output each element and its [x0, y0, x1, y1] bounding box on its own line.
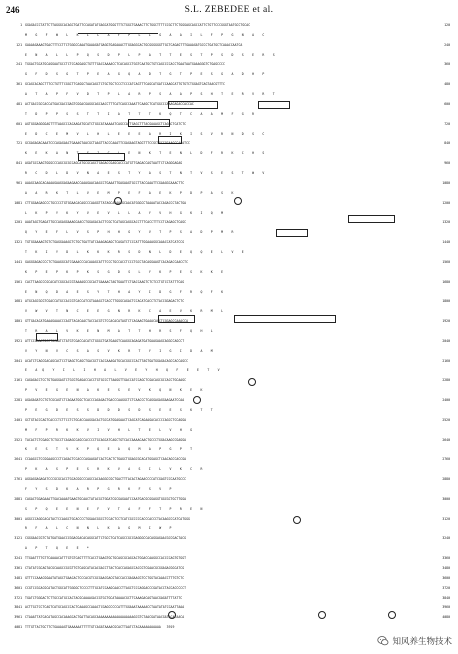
- boxed-motif: [78, 153, 125, 161]
- circled-residue: [234, 197, 242, 205]
- row-end-position: 3840: [442, 595, 450, 600]
- row-start-position: 3481: [14, 575, 22, 580]
- row-end-position: 3360: [442, 556, 450, 561]
- nucleotide-sequence: AGAGAGATCCTGTCGCAGTCTCAGAATGGCTCACCCAGAGACTGACCCAAGGCTCTCAACCCTCAGGAGAGGAAGAATCCAA: [25, 398, 185, 403]
- row-start-position: 361: [16, 82, 22, 87]
- amino-acid-sequence: V Y N V C S A S V K R T Y I G I D A M: [25, 348, 215, 353]
- nucleotide-row: [8, 594, 450, 603]
- amino-acid-row: [8, 406, 450, 415]
- row-end-position: 1080: [442, 180, 450, 185]
- amino-acid-row: [8, 268, 450, 277]
- row-start-position: 1681: [14, 299, 22, 304]
- nucleotide-row: [8, 584, 450, 593]
- nucleotide-sequence: GAGGGAGACCCCTCTGAAGGCATCGAAACCCACAAAGCATTTCCCTGCCACCTCCCTGCCTACAGGAAGTCACAGACCAACCTC: [25, 259, 189, 264]
- row-end-position: 960: [444, 161, 450, 166]
- row-start-position: 2641: [14, 457, 22, 462]
- row-end-position: 1680: [442, 279, 450, 284]
- amino-acid-sequence: L K P Y K Y V E V L L A Y V H G K I Q M: [25, 210, 225, 215]
- amino-acid-row: [8, 465, 450, 474]
- row-end-position: 2040: [442, 338, 450, 343]
- nucleotide-sequence: CCGTCCGCACGCATACTGGCATTGGGGCTCCCCTTTGCATCCAAGCAACCTTAGCTCCCAGGACCCGATACCTACCACCCCCT: [25, 585, 187, 590]
- row-start-position: 2401: [14, 417, 22, 422]
- amino-acid-sequence: T R A L V K E N M A T T H R S F Q H L: [25, 329, 215, 333]
- nucleotide-row: [8, 396, 450, 405]
- running-head-authors: S.L. ZEBEDEE et al.: [184, 5, 274, 15]
- nucleotide-row: [8, 337, 450, 346]
- row-start-position: 3241: [14, 556, 22, 561]
- boxed-motif: [36, 333, 58, 341]
- nucleotide-row: [8, 554, 450, 563]
- nucleotide-row: [8, 455, 450, 464]
- amino-acid-row: [8, 110, 450, 119]
- nucleotide-sequence: TGTGGAAAAGTGTCTGAGGAAAGCTCTGCTGATTATCAAAGAGAGCTCAGATCTCCCATTTGGAAAGGCAAACCATCATCCG: [25, 240, 185, 245]
- nucleotide-sequence: GTTTCCAAACGGAATATAGCTGAACACTCCCACGTCGCGAACGACGTACCACCGAGAACGTCCTGGTACAAACCTTTGTCTC: [25, 575, 185, 580]
- nucleotide-row: [8, 623, 450, 632]
- amino-acid-row: [8, 169, 450, 178]
- nucleotide-row: [8, 515, 450, 524]
- amino-acid-sequence: T D P P S S T T I A T T T K Q T C A A M F G R: [25, 111, 256, 116]
- nucleotide-row: [8, 357, 450, 366]
- amino-acid-sequence: F Y S D K A R P G R K F S V P: [25, 486, 173, 491]
- amino-acid-sequence: R C D L D V N A E S T Y A S T N T V S E S T W V: [25, 171, 266, 176]
- amino-acid-row: [8, 248, 450, 257]
- nucleotide-sequence: GAAAAGAAAGTGACTTTCCTTCTGGGCCAAATGAAAGATGAGGTGAGAAACTTGGAGGCACTGCGGGGGGTTGCTCAGAGTTTGAAAGATGCCCTGATGCTCAAACCAATCA: [25, 42, 243, 47]
- amino-acid-row: [8, 51, 450, 60]
- nucleotide-sequence: ATTCCGAAATGCCTGCAATCTATGTCGACCACATCTGGGCTGATGAAGTCAAGGCAGAGATGATGAAGAAGCAGGCCAGCCT: [25, 338, 185, 343]
- nucleotide-row: [8, 603, 450, 612]
- nucleotide-sequence: CCAAGCCTCCGGAAGCCCTCAGACTCCACCCAGAAGATCACTCACTCTGAGCTGGAGCGCACATGGAGCTCAACAGCCACCGA: [25, 457, 187, 462]
- row-end-position: 3000: [442, 496, 450, 501]
- row-end-position: 480: [444, 82, 450, 87]
- nucleotide-sequence: GCTGTACCCAGTCACCCTCTTCCTCTGCACCAAGGACACTGCCATGGAGAACTCAGCATCAGAAGACACCCCAGCCTCCAGGA: [25, 417, 187, 422]
- amino-acid-row: [8, 70, 450, 79]
- amino-acid-sequence: A A R K T L V E M P E F A E K P D P A S K: [25, 190, 235, 195]
- amino-acid-sequence: E N A L L P Q S D P L P A T T E S T P S D S E R S: [25, 52, 277, 57]
- amino-acid-row: [8, 149, 450, 158]
- nucleotide-row: [8, 120, 450, 129]
- nucleotide-row: [8, 60, 450, 69]
- wechat-bubble-icon: [377, 635, 389, 647]
- row-end-position: 1440: [442, 240, 450, 245]
- boxed-motif: [234, 315, 336, 323]
- row-end-position: 2400: [442, 398, 450, 403]
- row-start-position: 721: [16, 141, 22, 146]
- amino-acid-row: [8, 386, 450, 395]
- boxed-motif: [128, 119, 170, 127]
- row-start-position: 3961: [14, 615, 22, 620]
- row-end-position: 3480: [442, 565, 450, 570]
- row-start-position: 1561: [14, 279, 22, 284]
- nucleotide-sequence: CTATATCGCAGTACGCAAGCCGCGTTGTCAGCATACACGACCTTACTCACCAGAGCCACCGTCGAACGCGGAGACGGCATCG: [25, 565, 185, 570]
- page-number: 246: [6, 5, 20, 15]
- amino-acid-row: [8, 505, 450, 514]
- nucleotide-sequence: ATGCAGCGCGTCGACCATGCCACCGTCACCATCGTAAAGCTCACCTTGGGCAGACTCCACATCACCTCTACCGGAGACTCTC: [25, 299, 185, 304]
- circled-residue: [248, 378, 256, 386]
- amino-acid-row: [8, 445, 450, 454]
- nucleotide-row: [8, 297, 450, 306]
- nucleotide-row: [8, 41, 450, 50]
- row-start-position: 1801: [14, 319, 22, 324]
- row-end-position: 2160: [442, 358, 450, 363]
- row-start-position: 961: [16, 180, 22, 185]
- row-end-position: 2520: [442, 417, 450, 422]
- boxed-motif: [158, 136, 182, 144]
- nucleotide-row: [8, 613, 450, 622]
- amino-acid-sequence: S P Q E E N E F V T A F F T P R E N: [25, 506, 204, 511]
- amino-acid-sequence: E D C E M V L H L E E E A R I K I S V R N D S C: [25, 131, 266, 136]
- nucleotide-row: [8, 139, 450, 148]
- row-start-position: 1441: [14, 259, 22, 264]
- nucleotide-sequence: TTGAATTTTGTTCAAAACATTTGTGTCAGTTTTCACCTGAAGTGCTGCAGCGCAGCACTGGACCAAGGCCACCCCAGTGTGGT: [25, 556, 187, 561]
- amino-acid-sequence: K P E P K P K S G D S L Y K P E S K K E: [25, 269, 225, 274]
- nucleotide-row: [8, 416, 450, 425]
- nucleotide-sequence: TACACTCTCGAGCTCTGCCTCAGAGCCAGCCACCCCTGCAGCATCAGCTGTCACCAAAACAACTGCCCTGGACAAGCCGAGGA: [25, 437, 187, 442]
- row-start-position: 241: [16, 62, 22, 67]
- row-start-position: 3601: [14, 585, 22, 590]
- nucleotide-sequence: CACTTAAGCCCGCACATCGGCACCGTAAAAGCCGCACTGAAAACTAGTGAATTCTGACCAAGTCTCTCCTGTCCTATTTCAG: [25, 279, 185, 284]
- amino-acid-row: [8, 31, 450, 40]
- row-start-position: 3121: [14, 536, 22, 541]
- amino-acid-sequence: M G F W L K L L A F P L L G A A I L F P G N A C: [25, 32, 266, 37]
- nucleotide-row: [8, 317, 450, 326]
- nucleotide-sequence: CTTGGAAGAGCCCTGCCCCTGTGGAACACAGCCCAAGGTTATAGCAGAAAGCAACATGGGCCTAAAATACCAGACCCTACTGA: [25, 200, 187, 205]
- nucleotide-sequence: AAAGCAAGCACAAAAGAAGGAGAAGAACCAAAGAACAAGCCTGAAATTGAGAAGTGCCTTACCAAATTCGAAGGCAAACTTC: [25, 180, 185, 185]
- amino-acid-sequence: K E S T V K P Q E A Q M A P G P T: [25, 447, 194, 452]
- row-end-position: 3960: [442, 605, 450, 610]
- amino-acid-row: [8, 307, 450, 316]
- row-start-position: 481: [16, 101, 22, 106]
- underlined-segment: [78, 32, 158, 34]
- row-start-position: 1: [20, 23, 22, 27]
- boxed-motif: [168, 101, 218, 109]
- row-end-position: 2280: [442, 378, 450, 383]
- nucleotide-row: [8, 159, 450, 168]
- row-start-position: 2521: [14, 437, 22, 442]
- amino-acid-row: [8, 288, 450, 297]
- row-end-position: 240: [444, 42, 450, 47]
- row-start-position: 601: [16, 121, 22, 126]
- amino-acid-sequence: T K I Y D L K K K R S D N L D E Q Q E L V E: [25, 250, 246, 255]
- nucleotide-sequence: AGGAGGAGAGATCCCGCGCACCTGCACGGCCCAGCCACAAGGCCGCTGACTTTACACTAGAACCCCATCGAGTCCCAATGCCC: [25, 477, 187, 482]
- nucleotide-row: [8, 278, 450, 287]
- circled-residue: [168, 611, 176, 619]
- nucleotide-sequence: GCGAGAGACAAATCCCAGAGAACTGAAAGTAACGCTAAGTTACCCAAATTCGAGAAGTAGGTTTCCGCTGCCGGAAGCCAAATCC: [25, 141, 190, 146]
- row-start-position: 2041: [14, 358, 22, 363]
- amino-acid-row: [8, 347, 450, 356]
- row-start-position: 2161: [14, 378, 22, 383]
- nucleotide-sequence: TGATCTGGGACTCTTGCCATGCCACTACGCAAAAGACCGTGCTGCATAAAACGCTTCAAAGACAGTAACGAGATTTTATTC: [25, 595, 183, 600]
- nucleotide-sequence: ACTTGCTCCTCAGTCATGCAGCCCACTCAAAGCCAAACTCGAGCCCCCATTTGGAAATAAAAACCTAATATATCCAATTAAA: [25, 605, 185, 610]
- amino-acid-sequence: P K A S P E S R K V A S I L V K C R: [25, 467, 204, 472]
- nucleotide-row: [8, 376, 450, 385]
- nucleotide-sequence: ACATCTCAGCGACAGCACTCCTGAGCTCAGCTGACGCTCACCAAAGATGCACGGCCCACTTAGTGATGGAGACAGCCACCAGCC: [25, 358, 189, 363]
- amino-acid-sequence: A P T Q E E *: [25, 546, 91, 551]
- circled-residue: [318, 611, 326, 619]
- row-start-position: 121: [16, 42, 22, 47]
- amino-acid-row: [8, 544, 450, 553]
- nucleotide-row: [8, 80, 450, 89]
- running-header: [4, 5, 454, 21]
- amino-acid-sequence: P V E G E N A K E S E V K Q N K E K: [25, 388, 204, 393]
- nucleotide-row: [8, 21, 450, 30]
- nucleotide-row: [8, 238, 450, 247]
- nucleotide-sequence: GGAGACCCTATTCTTAGGGCACAGCTGATTCCAGATATGAGCATGGGTTTCTGGCTGAAACTTCTGGCTTTTCCGCTTCTGGGAGCAGCCATTCTGTTCCCGGGTAATGCCTGCAC: [25, 23, 251, 27]
- row-end-position: 600: [444, 101, 450, 106]
- row-start-position: 1201: [14, 220, 22, 225]
- boxed-motif: [348, 215, 395, 223]
- row-end-position: 1200: [442, 200, 450, 205]
- amino-acid-row: [8, 130, 450, 139]
- nucleotide-row: [8, 100, 450, 109]
- nucleotide-row: [8, 564, 450, 573]
- row-end-position: 2640: [442, 437, 450, 442]
- row-end-position: 1560: [442, 259, 450, 264]
- row-end-position: 3120: [442, 516, 450, 521]
- boxed-motif: [258, 101, 290, 109]
- row-end-position: 4080: [442, 615, 450, 620]
- row-start-position: 841: [16, 161, 22, 166]
- row-end-position: 720: [444, 121, 450, 126]
- amino-acid-row: [8, 90, 450, 99]
- nucleotide-row: [8, 534, 450, 543]
- nucleotide-sequence: AAATAGCTGAGATTGCCAGAGGAAAGCAACCTGGAGACACTTCGCTCATAGCAGGCACCTTTCACCTTTCCTCAGAGCTCAGC: [25, 220, 187, 225]
- row-end-position: 120: [444, 23, 450, 27]
- amino-acid-row: [8, 228, 450, 237]
- nucleotide-sequence: ACTGACCGCCACCATGACGACCGAGTCGGACGAGGCAGCAACCTTTCATCAGCCAAATTCAAGCTCATGGCCCAAAGAGACCACCAC: [25, 101, 194, 106]
- row-start-position: 1921: [14, 338, 22, 343]
- circled-residue: [293, 516, 301, 524]
- boxed-motif: [276, 229, 308, 237]
- amino-acid-row: [8, 189, 450, 198]
- row-start-position: 3721: [14, 595, 22, 600]
- row-end-position: 2760: [442, 457, 450, 462]
- row-end-position: 2880: [442, 477, 450, 482]
- row-end-position: 1920: [442, 319, 450, 324]
- nucleotide-sequence: GCAGCACAGCTTTCCTGTTTCGGCTTCAGGCTAACAGCTCTGCTGCTCCCTCCCATCAGTTTCAGCATGATCCAAGCATTGTGTCTGGAGTCAGTAACGTTTC: [25, 82, 225, 87]
- nucleotide-sequence: TGGACTGCATGCAGGAATGCCTCTCCAGGAGCTGTTTGACCAAAACCTCACAGCCTGGTCAATGCTGTCAGCCCCACCTGAATAATGAAAGGGTCTGAGCCCC: [25, 62, 225, 67]
- row-end-position: 3600: [442, 575, 450, 580]
- nucleotide-sequence: CTAAATTATCACATAGCCACAAAGCACTGATTACAGCAAAAAAAAAAAAAAAAAAAGCGTCTAACGATAACGATACATAACA: [25, 615, 185, 620]
- circled-residue: [193, 396, 201, 404]
- nucleotide-sequence-figure: [8, 21, 450, 633]
- row-start-position: 1321: [14, 240, 22, 245]
- row-end-position: 3240: [442, 536, 450, 541]
- nucleotide-sequence: AGATGCCAAGTGGGCCCAGCGCGCCAGCATGCGCAGCTGAGACCGAGCACCCATGTTGAGACCAGTAATTCTCAGGGAGAG: [25, 161, 183, 166]
- row-start-position: 3001: [14, 516, 22, 521]
- row-end-position: 1320: [442, 220, 450, 225]
- nucleotide-sequence: CAGAGACCTCCTGTGAGGAGTCTGCGTGAGACCACCTGTGCCCTTAAGGTTGACCATCCAGCTCGACAGCGCCACCTGCAAGC: [25, 378, 187, 383]
- row-start-position: 2881: [14, 496, 22, 501]
- nucleotide-row: [8, 475, 450, 484]
- amino-acid-row: [8, 485, 450, 494]
- amino-acid-sequence: E N Q D A E S Y T H A Y I D G F R Q F K: [25, 289, 225, 294]
- circled-residue: [114, 197, 122, 205]
- row-start-position: 1081: [14, 200, 22, 205]
- watermark: [377, 633, 452, 649]
- nucleotide-row: [8, 574, 450, 583]
- row-start-position: 2281: [14, 398, 22, 403]
- boxed-motif: [158, 315, 195, 323]
- row-start-position: 2761: [14, 477, 22, 482]
- row-start-position: 3361: [14, 565, 22, 570]
- nucleotide-sequence: AGTGGGAGGGGAGTTTTAAGCCCACAAGATGCATCTGGCATAAAAATCAGCCATTGAGCTTTACGAAAGCTCAGGCTCATCTC: [25, 121, 187, 126]
- nucleotide-row: [8, 258, 450, 267]
- amino-acid-sequence: E A Q Y I L I H A L V E Y H Q F E E T V: [25, 368, 222, 373]
- amino-acid-sequence: P E G D E S S D D D S D S E E S K T T: [25, 407, 215, 412]
- amino-acid-row: [8, 524, 450, 533]
- amino-acid-row: [8, 327, 450, 336]
- nucleotide-sequence: CGGGAACCGTCTATGATGAACCCGGACGACACAGGCATTCTGCCTCATCAGCCGCCGAGGGCCACAGGAGAACGCCGACTACG: [25, 536, 187, 541]
- nucleotide-sequence: TTTGTTACTGCTTCTGAAAAGTGAAAAAATTTTTGTCAGATAAAACGCACTTAATCTACAAAAAAAAAAA 3919: [25, 625, 175, 630]
- nucleotide-sequence: AGGCCCAGGCACATACTCCAAGCTGCACCCCTGGAACGGCCTCCACTCCTCATCGCCCCCACCCACCCTACAAGCCCATCATGGG: [25, 516, 190, 521]
- row-start-position: 4081: [14, 625, 22, 630]
- amino-acid-sequence: R F A L C N N L K A G M I W P: [25, 526, 173, 531]
- row-end-position: 3720: [442, 585, 450, 590]
- row-end-position: 840: [444, 141, 450, 146]
- amino-acid-sequence: M F P R K K V I V H L T E L V H G: [25, 427, 194, 432]
- amino-acid-sequence: V W V T N C E E G N R K C A E V K R M L: [25, 309, 225, 314]
- nucleotide-row: [8, 436, 450, 445]
- watermark-text: 知风养生物技术: [392, 637, 452, 647]
- amino-acid-row: [8, 366, 450, 375]
- circled-residue: [388, 611, 396, 619]
- row-start-position: 3841: [14, 605, 22, 610]
- amino-acid-sequence: A T A P F V D T P L A R P S A A P S H T E R V R T: [25, 92, 277, 97]
- nucleotide-row: [8, 199, 450, 208]
- amino-acid-sequence: Q Y E F L V S P H H G Y V T P S A D P M R: [25, 230, 235, 235]
- amino-acid-sequence: K E K A N T S I C L E N K T E N L D F R K C H S: [25, 151, 266, 156]
- row-end-position: 1800: [442, 299, 450, 304]
- nucleotide-sequence: GTTGACACATGAAAGAAACCCAGTTACACAACTACCACGTCTCCACACATAGTCTCAGAAGTGAAACACCTCGGAGCCAAACCA: [25, 319, 189, 324]
- row-end-position: 360: [444, 62, 450, 67]
- nucleotide-row: [8, 179, 450, 188]
- nucleotide-row: [8, 495, 450, 504]
- nucleotide-sequence: CAGACTGGAGAAATTGACAAAATGAAGTGCAACTATACGCTGGATCGCGAGAATCCAATGACGCGGAGGTGGCGCTGCTTGGA: [25, 496, 187, 501]
- amino-acid-sequence: G F D S G T P E A G Q A D T G T P E S G A D H P: [25, 72, 266, 77]
- amino-acid-row: [8, 426, 450, 435]
